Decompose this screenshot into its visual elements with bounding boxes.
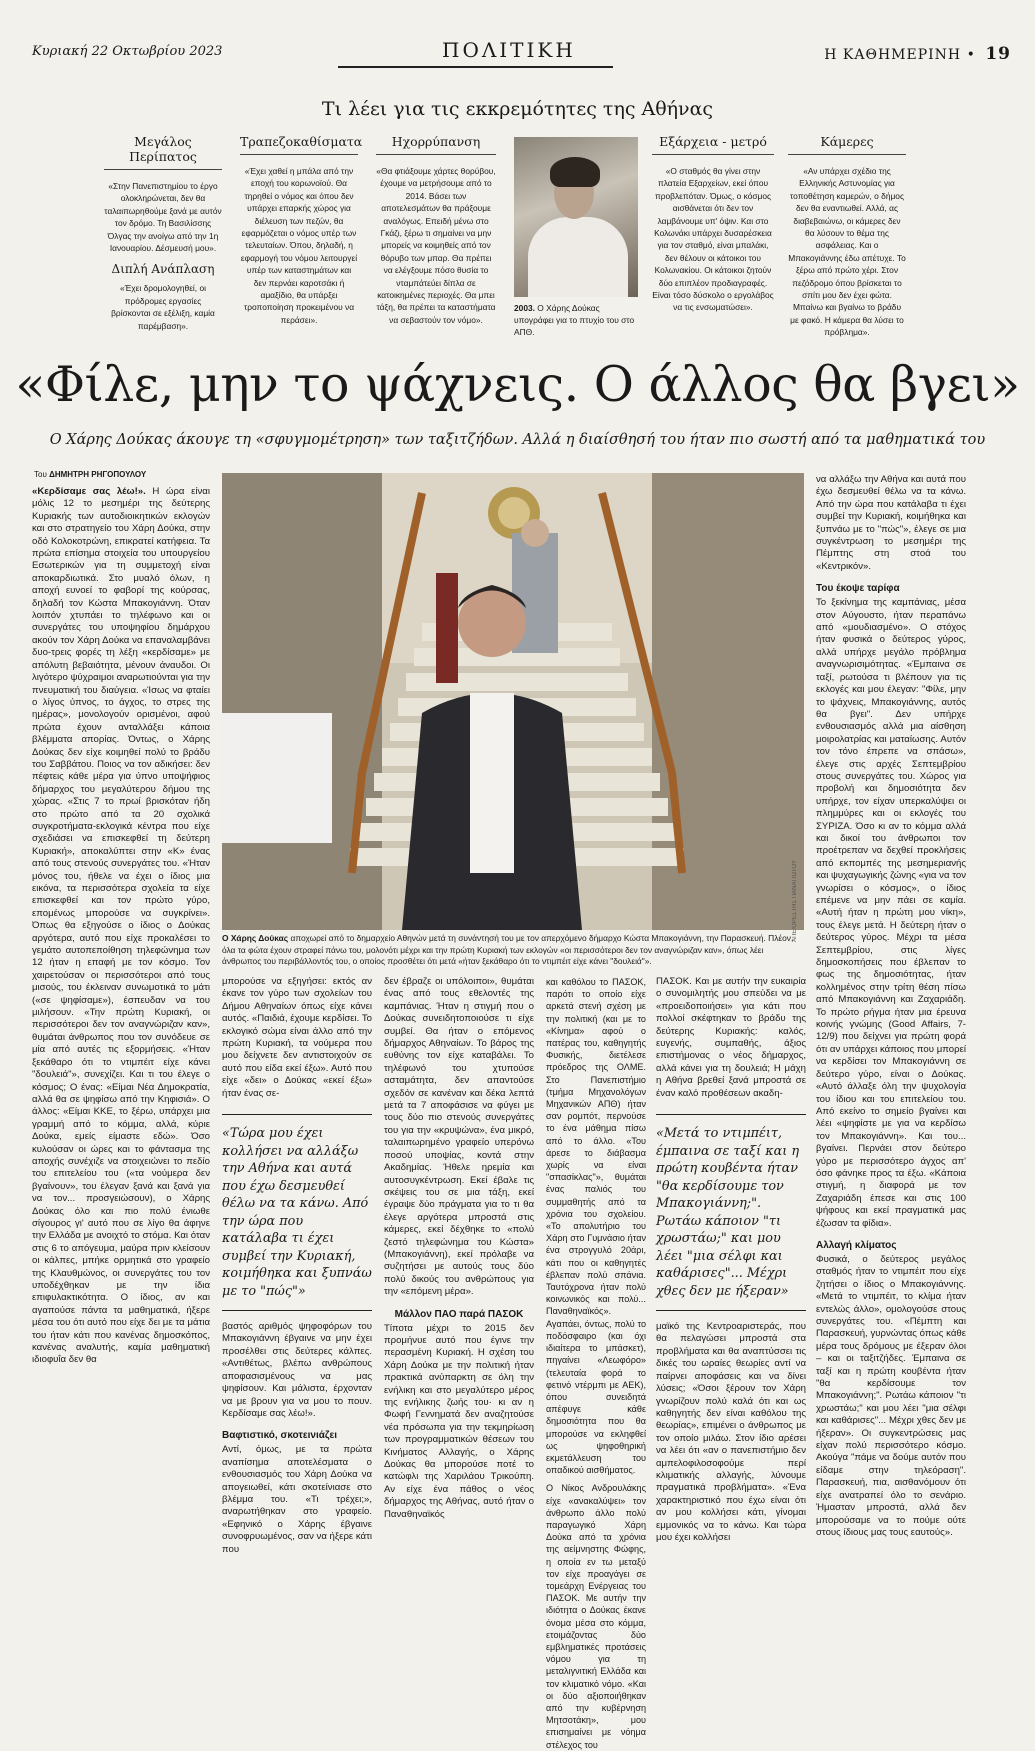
box-column-5	[788, 134, 906, 339]
box-column-3	[376, 134, 496, 326]
article-column-5: ΠΑΣΟΚ. Και με αυτήν την ευκαιρία ο συνομιλητής μου σπεύδει να με «προειδοποιήσει» για κάτι που πολλοί σκέφτηκαν το βράδυ της δεύτερης Κυριακής: καλός, ευγενής, συμπαθής, άξιος επιστήμονας ο νέος δήμαρχος, αλλά κάνει για τη δουλειά; Η μάχη η Αθήνα βρεθεί ξανά μπροστά σε έναν καλό προθέσεων ακαδη- «Μετά το ντιμπέιτ, έμπαινα σε ταξί και η πρώτη κουβέντα ήταν "θα κερδίσουμε τον Μπακογιάννη;". Ρωτάω κάποιον "τι χρωστάω;" και μου λέει "μια σέλφι και καθάρισες"... Μέχρι χθες δεν με ήξεραν» μαϊκό της Κεντροαριστεράς, που θα πελαγώσει μπροστά στα προβλήματα και θα αναπτύσσει τις δικές του ωραίες θεωρίες αντί να παίρνει αποφάσεις και να δίνει λύσεις; «Όσοι ξέρουν τον Χάρη γνωρίζουν πολύ καλά ότι και ως καθηγητής δεν είναι καθόλου της θεωρίας», επιμένει ο άνθρωπος με τον οποίο μιλάω. Στον ίδιο αρέσει να λέει ότι «αν ο πανεπιστήμιο δεν αμπελοφιλοσοφούμε περί κλιματικής αλλαγής, λύνουμε πραγματικά προβλήματα». «Ένα χαρακτηριστικό που έχω είναι ότι αν μου κολλήσει κάτι, γίνομαι εμμονικός να το κάνω. Και τώρα μου έχει κολλήσει	[656, 976, 806, 1543]
article-column-3: δεν έβραζε οι υπόλοιποι», θυμάται ένας από τους εθελοντές της καμπάνιας. Ήταν η στιγμή που ο Δούκας συνειδητοποιούσε τι είχε συμβεί. Θα ήταν ο επόμενος δήμαρχος Αθηναίων. Το βάρος της ευθύνης τον είχε καταβάλει. Το τηλέφωνό του χτυπούσε ασταμάτητα, δεν απαντούσε σχεδόν σε κανέναν και δέκα λεπτά μετά τα 7 αποφάσισε να φύγει με τους δύο πιο στενούς συνεργάτες του για την «κρυψώνα», ένα μικρό, ταλαιπωρημένο γραφείο υπερόνω ποσού υποψίας, κοντά στην Ακαδημίας. Ήθελε ηρεμία και αυτοσυγκέντρωση. Εκεί έβαλε τις σκέψεις του σε μια τάξη, εκεί έγραψε δύο πράγματα για το τι θα έλεγε αργότερα μπροστά στις κάμερες, εκεί δέχθηκε το «πολύ ζεστό τηλεφώνημα του Κώστα» (Μπακογιάννη), εκεί πρόλαβε να συζητήσει με αυτούς τους δύο πολύ δικούς του ανθρώπους για την «επόμενη μέρα». Μάλλον ΠΑΟ παρά ΠΑΣΟΚ Τίποτα μέχρι το 2015 δεν προμήνυε αυτό που έγινε την περασμένη Κυριακή. Η σχέση του Χάρη Δούκα με την πολιτική ήταν πρακτικά ανύπαρκτη σε όλη την ενήλικη και στο μεγαλύτερο μέρος της ενήλικης ζωής του· κι αν η Φωφή Γεννηματά δεν αναζητούσε νέα πρόσωπα για την τεκμηρίωση των προγραμματικών θέσεων του Κινήματος Αλλαγής, ο Χάρης Δούκας θα μπορούσε ποτέ το κατώφλι της Χαριλάου Τρικούπη. Αν είχε ένα πάθος ο νέος δήμαρχος της Αθήνας, αυτό ήταν ο Παναθηναϊκός	[384, 976, 534, 1520]
subheading: Του έκοψε ταρίφα	[816, 583, 900, 595]
article-column-6: να αλλάξω την Αθήνα και αυτά που έχω δεσμευθεί θέλω να τα κάνω. Από την ώρα που κατάλαβα τι έχει συμβεί την Κυριακή, κοιμήθηκα και ξυπνάω με το "πώς"», έλεγε σε μια συγκέντρωση το μεσημέρι της Πέμπτης στη στοά του «Κεντρικόν». Του έκοψε ταρίφα Το ξεκίνημα της καμπάνιας, μέσα στον Αύγουστο, ήταν περαπάνω από «μουδιασμένο». Ο στόχος ήταν φυσικά ο δεύτερος γύρος, αλλά υπήρχε μεγάλο πρόβλημα αναγνωρισιμότητας. «Έμπαινα σε ταξί, ρωτούσα τι βλέπουν για τις εκλογές και μου έλεγαν: "Φίλε, μην το ψάχνεις, Μπακογιάννης, αυτός θα βγει". Δεν υπήρχε ενθουσιασμός αλλά μια αίσθηση μοιρολατρίας και ματαίωσης. Αυτόν τον τόνο έπρεπε να σπάσω», έλεγε στις αρχές Σεπτεμβρίου στους συνεργάτες του. Χώρος για προβολή και δημοσιότητα δεν υπήρχε, τον είχαν υπερκαλύψει οι πλημμύρες και οι εκλογές του ΣΥΡΙΖΑ. Όσο κι αν το κόμμα αλλά και δικοί του άνθρωποι τον προέτρεπαν να δεχθεί προκλήσεις από εκπομπές της μεσημεριανής και ψυχαγωγικής ζώνης «για να τον γνωρίσει ο κόσμος», ο ίδιος επέμενε να μην πάει σε καμία. «Αυτή ήταν η πρώτη μου νίκη», τους έλεγε μετά. Η δεύτερη ήταν ο δεύτερος γύρος. Μέχρι τα μέσα Σεπτεμβρίου, στις λίγες δημοσκοπήσεις που έβλεπαν το φως της δημοσιότητας, ήταν κολλημένος στην τρίτη θέση πίσω από Μπακογιάννη και Ζαχαριάδη. Το πρώτο ρήγμα ήταν μια έρευνα κοινής γνώμης (Good Affairs, 7-12/9) που δείχνει για πρώτη φορά ότι αν υπάρχει κάποιος που μπορεί να κερδίσει τον Μπακογιάννη σε δεύτερο γύρο, είναι ο Δούκας. «Αυτό άλλαξε όλη την ψυχολογία του ίδιου και του επιτελείου του. Από εκείνο το σημείο βγαίνει και λέει «ψηφίστε με για να κερδίσω τον Μπακογιάννη». Και του... βγαίνει. Περνάει στον δεύτερο γύρο με περισσότερο άγχος απ' όσο φάνηκε προς τα έξω. «Κάποια στιγμή, η διαφορά με τον Ζαχαριάδη έπεσε και στις 100 ψήφους και εκεί πραγματικά μας έζωσαν τα φίδια». Αλλαγή κλίματος Φυσικά, ο δεύτερος μεγάλος σταθμός ήταν το ντιμπέιτ που είχε ζητήσει ο ίδιος ο Μπακογιάννης. «Μετά το ντιμπέιτ, το κλίμα ήταν εντελώς άλλο», ομολογούσε στους συνεργάτες του. «Πέμπτη και Παρασκευή, γυρνώντας όπως κάθε μέρα τους δρόμους με έξεραν όλοι – και οι ταξιτζήδες. Έμπαινα σε ταξί και η πρώτη κουβέντα ήταν "θα κερδίσουμε τον Μπακογιάννη;". Ρωτάω κάποιον "τι χρωστάω;" και μου λέει "μια σέλφι και καθάρισες"... Μέχρι χθες δεν με ήξεραν». Οι συγκεντρώσεις μας είχαν πολύ περισσότερο κόσμο. Ακούγα "πάμε να δούμε αυτόν που είδαμε στην τηλεόραση". Παρασκευή, πια, αισθανόμουν ότι είχε ανατραπεί όλο το σενάριο. Ήμασταν μπροστά, αλλά δεν μπορούσαμε να το πούμε ούτε στους ίδιους μας τους εαυτούς».	[816, 474, 966, 1538]
subheading: Βαφτιστικό, σκοτεινιάζει	[222, 1430, 337, 1442]
subheading: Αλλαγή κλίματος	[816, 1239, 897, 1251]
subheading: Μάλλον ΠΑΟ παρά ΠΑΣΟΚ	[394, 1308, 524, 1320]
box-column-1	[104, 134, 222, 332]
box-photo-caption: 2003. Ο Χάρης Δούκας υπογράφει για το πτυχίο του στο ΑΠΘ.	[514, 303, 635, 337]
box-col-heading: Εξάρχεια - μετρό	[652, 134, 774, 155]
box-col-text: «Ο σταθμός θα γίνει στην πλατεία Εξαρχείων, εκεί όπου προβλεπόταν. Όμως, ο κόσμος αισθάνεται ότι δεν τον λαμβάνουμε υπ' όψιν. Και στο Κολωνάκι υπάρχει δυσαρέσκεια για τον σταθμό, είναι μπαλάκι, δεν θέλουν οι κάτοικοι του Κολωνακίου. Οι κάτοικοι ζητούν δύο επιπλέον προδιαγραφές. Είναι τόσο δύσκολο ο εργολάβος να τις ενσωματώσει».	[652, 166, 774, 313]
box-col-heading: Τραπεζοκαθίσματα	[240, 134, 358, 155]
box-col-heading: Διπλή Ανάπλαση	[111, 262, 215, 277]
box-col-heading: Ηχορρύπανση	[376, 134, 496, 155]
article-column-1: «Κερδίσαμε σας λέω!». Η ώρα είναι μόλις 12 το μεσημέρι της δεύτερης Κυριακής των αυτοδιοικητικών εκλογών και στο στρατηγείο του Χάρη Δούκα, στην οδό Κολοκοτρώνη, επικρατεί κατήφεια. Τα πρώτα επίσημα στοιχεία του υπουργείου Εσωτερικών για τη συμμετοχή είναι αποκαρδιωτικά. Στο μυαλό όλων, η αποχή ευνοεί το φαβορί της κούρσας, δηλαδή τον Κώστα Μπακογιάννη. Όταν λοιπόν χτυπάει το τηλέφωνο και οι συνεργάτες του υποψηφίου δημάρχου ακούν τον Χάρη Δούκα να επαναλαμβάνει δυο-τρεις φορές τη λέξη «κερδίσαμε» με απόλυτη βεβαιότητα, μένουν άναυδοι. Οι λιγότερο ψύχραιμοι αναρωτιούνται για την πνευματική του διαύγεια. «Ίσως να φταίει ο λίγος ύπνος, το άγχος, το στρες της ημέρας», μονολογούν ορισμένοι, αφού πρώτα έχουν ανταλλάξει κάποια βλέμματα απορίας. Όντως, ο Χάρης Δούκας δεν είχε κοιμηθεί πολύ το βράδυ του Σαββάτου. Ποιος να τον αδικήσει: δεν πέφτεις κάθε μέρα για ύπνο υποψήφιος δήμαρχος του μεγαλύτερου δήμου της χώρας. «Στις 7 το πρωί βρισκόταν ήδη στο πρώτο από τα 20 σχολικά συγκροτήματα-εκλογικά κέντρα που είχε σχεδιάσει να επισκεφθεί τη δεύτερη Κυριακή», αποκαλύπτει στην «Κ» ένας από τους στενούς συνεργάτες του. «Ήταν μόνος του, ήθελε να έχει ο ίδιος μια εικόνα, τα περισσότερα σχολεία τα είχε επισκεφθεί και τον πρώτο γύρο, επομένως μπορούσε να συγκρίνει». Όπως θα εξηγούσε ο ίδιος ο Δούκας αργότερα, αυτό που είχε προκαλέσει το γεμάτο αυτοπεποίθηση τηλεφώνημα των 12 ήταν η επαφή με τον κόσμο. Τον χαιρετούσαν οι περισσότεροι από τους μισούς, του έκλειναν συνωμοτικά το μάτι («σε ψηφίσαμε»), έσπευδαν να του μιλήσουν. «Την πρώτη Κυριακή, οι περισσότεροι δεν τον αναγνώριζαν καν», θυμάται άνθρωπος που τον συνόδευε σε μία από αυτές τις εξορμήσεις. «Ήταν ξεκάθαρο ότι το ντιμπέιτ είχε κάνει "δουλειά"», συνεχίζει. Και τι του έλεγε ο κόσμος; Ο ένας: «Είμαι Νέα Δημοκρατία, αλλά θα σε ψηφίσω από την Κηφισιά». Ο άλλος: «Είμαι ΚΚΕ, το ξέρω, υπάρχει μια γραμμή από το κόμμα, αλλά, κύριε Δούκα, εμείς είμαστε εδώ». Όσο κυλούσαν οι ώρες και το φάντασμα της αποχής συνέχιζε να στοιχειώνει το πεδίο του επιτελείου του («τα νούμερα δεν βγαίνουν», του έλεγαν ξανά και ξανά για να τον... προσγειώσουν), ο Χάρης Δούκας όλο και πιο πολύ ένιωθε σίγουρος γι' αυτό που σε λίγο θα άφηνε την Ελλάδα με ανοιχτό το στόμα. Και όταν στις 6 το απόγευμα, μαύρα πριν κλείσουν οι κάλπες, μπήκε ορμητικά στο γραφείο της Κλαυθμώνος, οι συνεργάτες του τον υποδέχθηκαν με την ίδια επιφυλακτικότητα. Ο ίδιος, αν και αγαπούσε πάντα τα μαθηματικά, ήξερε μέσα του ότι αυτό που είχε δει με τα μάτια του ήταν κάτι που κανένας δημοσκόπος, κανένας αναλυτής, καμία μαθηματική ιδιοφυΐα δεν θα	[32, 486, 210, 1366]
box-col-text: «Έχει χαθεί η μπάλα από την εποχή του κορωνοϊού. Θα τηρηθεί ο νόμος και όπου δεν υπάρχει επαρκής χώρος για διέλευση των πεζών, θα εφαρμόζεται ο νόμος υπέρ των τελευταίων. Όπου, δηλαδή, η εφαρμογή του νόμου λειτουργεί υπέρ των καταστημάτων και δεν περνάει καροτσάκι ή αμαξίδιο, θα υπάρξει τροποποίηση προκειμένου να περάσει».	[240, 166, 358, 325]
box-col-text: «Στην Πανεπιστημίου το έργο ολοκληρώνεται, δεν θα ταλαιπωρηθούμε ξανά με αυτόν τον δρόμο. Τη Βασιλίσσης Όλγας την ανοίγω από την 1η Ιανουαρίου. Δέσμευσή μου».	[104, 181, 222, 254]
box-photo	[514, 137, 638, 297]
staircase-scene	[222, 473, 804, 930]
box-title: Τι λέει για τις εκκρεμότητες της Αθήνας	[321, 98, 714, 120]
box-col-heading: Κάμερες	[788, 134, 906, 155]
pull-quote: «Μετά το ντιμπέιτ, έμπαινα σε ταξί και η πρώτη κουβέντα ήταν "θα κερδίσουμε τον Μπακογιάννη;". Ρωτάω κάποιον "τι χρωστάω;" και μου λέει "μια σέλφι και καθάρισες"... Μέχρι χθες δεν με ήξεραν»	[656, 1126, 800, 1299]
photo-credit: ΑΠΕ/ΟΡΕΣΤΗΣ ΠΑΝΑΓΙΩΤΟΥ	[792, 860, 798, 942]
standfirst: Ο Χάρης Δούκας άκουγε τη «σφυγμομέτρηση» των ταξιτζήδων. Αλλά η διαίσθησή του ήταν πιο σωστή από τα μαθηματικά του	[49, 432, 986, 448]
article-column-4: και καθόλου το ΠΑΣΟΚ, παρότι το οποίο είχε αρκετά στενή σχέση με την πολιτική (και με το «Κίνημα» αφού ο πατέρας του, καθηγητής Φυσικής, διετέλεσε πρόεδρος της ΟΛΜΕ. Στο Πανεπιστήμιο (τμήμα Μηχανολόγων Μηχανικών ΑΠΘ) ήταν σαν ρομπότ, περνούσε το ένα μάθημα πίσω από το άλλο. «Του άρεσε το διάβασμα χωρίς να είναι "σπασίκλας"», θυμάται ένας παλιός του συμμαθητής από τα χρόνια του σχολείου. «Το απολυτήριο του Χάρη στο Γυμνάσιο ήταν ένα στρογγυλό 20άρι, κάτι που οι καθηγητές έβλεπαν πολύ σπάνια. Ταυτόχρονα ήταν πολύ κοινωνικός και πολύ... Παναθηναϊκός». Αγαπάει, όντως, πολύ το ποδόσφαιρο (και όχι ιδιαίτερα το μπάσκετ), πηγαίνει «Λεωφόρο» (τελευταία φορά το φετινό ντέρμπι με ΑΕΚ), όπου συνειδητά απέφυγε κάθε δημοσιότητα που θα μπορούσε να εκληφθεί ως ψηφοθηρική εκμετάλλευση του οπαδικού αισθήματος. Ο Νίκος Ανδρουλάκης είχε «ανακαλύψει» τον άνθρωπο άλλο πολύ παραγωγικό Χάρη Δούκα από τα χρόνια της αείμνηστης Φώφης, η οποία εν τω μεταξύ τον είχε προαγάγει σε τομεάρχη Ενέργειας του ΠΑΣΟΚ. Με αυτήν την ιδιότητα ο Δούκας έκανε όνομα μέσα στο κόμμα, ετοιμάζοντας δύο εμβληματικές προτάσεις νόμου για τη μεταλιγνιτική Ελλάδα και τον κλιματικό νόμο. «Και οι δύο αξιοποιήθηκαν από την κυβέρνηση Μητσοτάκη», μου επισημαίνει με νόημα στέλεχος του	[546, 977, 646, 1750]
page-number: 19	[985, 44, 1011, 64]
section-title: ΠΟΛΙΤΙΚΗ	[442, 38, 576, 62]
byline: Του ΔΗΜΗΤΡΗ ΡΗΓΟΠΟΥΛΟΥ	[34, 470, 147, 479]
box-column-4	[652, 134, 774, 314]
paper-name: Η ΚΑΘΗΜΕΡΙΝΗ	[824, 47, 962, 63]
header-rule	[338, 66, 613, 68]
issue-date: Κυριακή 22 Οκτωβρίου 2023	[32, 44, 223, 59]
box-col-text: «Θα φτιάξουμε χάρτες θορύβου, έχουμε να μετρήσουμε από το 2014. Βάσει των αποτελεσμάτων θα πράξουμε αναλόγως. Επειδή μένω στο Γκάζι, ξέρω τι σημαίνει να μην μπορείς να κοιμηθείς από τον θόρυβο των μπαρ. Θα πρέπει να ελέγξουμε πόσο θυσία το νταμπάτεύει δίπλα σε κατοικημένες περιοχές. Θα μπει τάξη, θα πρέπει τα καταστήματα να σεβαστούν τον νόμο».	[376, 166, 496, 325]
main-photo	[222, 473, 804, 930]
masthead: Η ΚΑΘΗΜΕΡΙΝΗ • 19	[824, 44, 1011, 64]
box-column-2	[240, 134, 363, 326]
headline: «Φίλε, μην το ψάχνεις. Ο άλλος θα βγει»	[15, 356, 1020, 413]
main-photo-caption: Ο Χάρης Δούκας αποχωρεί από το δημαρχείο Αθηνών μετά τη συνάντησή του με τον απερχόμενο δήμαρχο Κώστα Μπακογιάννη, την Παρασκευή. Πλέον, όλα τα φώτα έχουν στραφεί πάνω του, μολονότι μέχρι και την πρώτη Κυριακή των εκλογών «οι περισσότεροι δεν τον αναγνώριζαν καν», όπως λέει άνθρωπος του περιβάλλοντός του, ο οποίος προσθέτει ότι μετά «ήταν ξεκάθαρο ότι το ντιμπέιτ είχε κάνει "δουλειά"».	[222, 933, 794, 966]
pull-quote: «Τώρα μου έχει κολλήσει να αλλάξω την Αθήνα και αυτά που έχω δεσμευθεί θέλω να τα κάνω. Από την ώρα που κατάλαβα τι έχει συμβεί την Κυριακή, κοιμήθηκα και ξυπνάω με το "πώς"»	[222, 1126, 372, 1299]
box-col-text: «Αν υπάρχει σχέδιο της Ελληνικής Αστυνομίας για τοποθέτηση καμερών, ο δήμος δεν θα εναντιωθεί. Αλλά, ας διαβεβαιώνω, οι κάμερες δεν θα λύσουν το θέμα της ασφάλειας. Και ο Μπακογιάννης έδω απέτυχε. Το ξέρω από πρώτο χέρι. Στον πεζόδρομο όπου βρίσκεται το σπίτι μου δεν έχει φώτα. Μπαίνω και βγαίνω το βράδυ με φακό. Η κάμερα θα λύσει το πρόβλημα».	[788, 166, 906, 338]
box-col-heading: Μεγάλος Περίπατος	[104, 134, 222, 170]
box-col-text: «Έχει δρομολογηθεί, οι πρόδρομες εργασίες βρίσκονται σε εξέλιξη, καμία παρέμβαση».	[111, 283, 215, 331]
article-column-2: μπορούσε να εξηγήσει: εκτός αν έκανε τον γύρο των σχολείων του Δήμου Αθηναίων όπως είχε κάνει αυτός. «Παιδιά, έχουμε κερδίσει. Το εκλογικό σώμα είναι άλλο από την πρώτη Κυριακή, τα νούμερα που μου δείχνετε δεν αντιστοιχούν σε αυτό που είδα εκεί έξω». Αυτό που είχε «δει» ο Δούκας «εκεί έξω» ήταν ένας σε- «Τώρα μου έχει κολλήσει να αλλάξω την Αθήνα και αυτά που έχω δεσμευθεί θέλω να τα κάνω. Από την ώρα που κατάλαβα τι έχει συμβεί την Κυριακή, κοιμήθηκα και ξυπνάω με το "πώς"» βαστός αριθμός ψηφοφόρων του Μπακογιάννη έβγαινε να μην έχει προσέλθει στις δεύτερες κάλπες. «Αντιθέτως, βλέπω ανθρώπους αποφασισμένους να μας ψηφίσουν. Και μάλιστα, έρχονταν να με βρουν για να μου το πουν. Κερδίσαμε σας λέω!». Βαφτιστικό, σκοτεινιάζει Αντί, όμως, με τα πρώτα αναπίσημα αποτελέσματα ο ενθουσιασμός του Χάρη Δούκα να απογειωθεί, κάτι σκοτείνιασε στο βλέμμα του. «Τι τρέχει;», αναρωτήθηκαν στο γραφείο. «Εφηνικό ο Χάρης έβγαινε συνοφρυωμένος, σαν να ήξερε κάτι που	[222, 976, 373, 1555]
